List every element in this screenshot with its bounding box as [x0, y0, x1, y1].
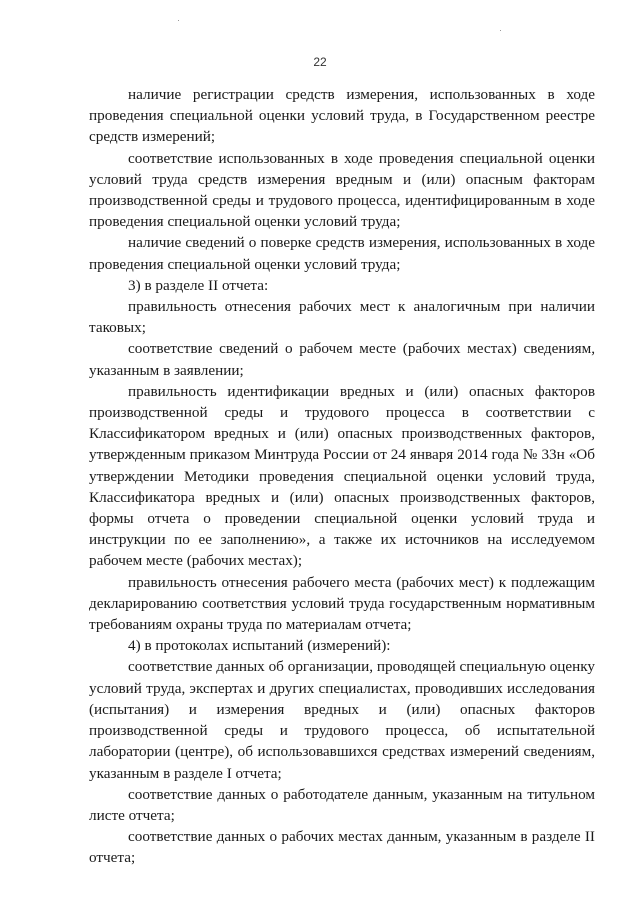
paragraph: наличие регистрации средств измерения, использованных в ходе проведения специальной оценки условий труда, в Государственном реестре средств измерений; [89, 86, 595, 146]
paragraph: правильность отнесения рабочего места (рабочих мест) к подлежащим декларированию соответствия условий труда государственным нормативным требованиям охраны труда по материалам отчета; [89, 573, 595, 634]
paragraph: соответствие данных о работодателе данным, указанным на титульном листе отчета; [89, 785, 595, 824]
section-heading: 4) в протоколах испытаний (измерений): [128, 637, 391, 655]
paragraph: соответствие использованных в ходе проведения специальной оценки условий труда средств измерения вредным и (или) опасным факторам производственной среды и трудового процесса, идентифицированным в ходе проведения специальной оценки условий труда; [89, 149, 595, 231]
document-body [89, 84, 595, 869]
scan-speck [178, 20, 179, 21]
paragraph: соответствие сведений о рабочем месте (рабочих местах) сведениям, указанным в заявлении; [89, 340, 595, 379]
paragraph: соответствие данных об организации, проводящей специальную оценку условий труда, экспертах и других специалистах, проводивших исследования (испытания) и измерения вредных и (или) опасных факторов производственной среды и трудового процесса, об испытательной лаборатории (центре), об использовавшихся средствах измерений сведениям, указанным в разделе I отчета; [89, 658, 595, 782]
scan-speck [500, 30, 501, 31]
section-heading: 3) в разделе II отчета: [128, 276, 269, 294]
paragraph: правильность идентификации вредных и (или) опасных факторов производственной среды и трудового процесса в соответствии с Классификатором вредных и (или) опасных производственных факторов, утвержденным приказом Минтруда России от 24 января 2014 года № 33н «Об утверждении Методики проведения специальной оценки условий труда, Классификатора вредных и (или) опасных производственных факторов, формы отчета о проведении специальной оценки условий труда и инструкции по ее заполнению», а также их источников на исследуемом рабочем месте (рабочих местах); [89, 382, 595, 570]
page-number: 22 [313, 55, 327, 69]
paragraph: соответствие данных о рабочих местах данным, указанным в разделе II отчета; [89, 828, 595, 867]
paragraph: наличие сведений о поверке средств измерения, использованных в ходе проведения специальной оценки условий труда; [89, 234, 595, 273]
paragraph: правильность отнесения рабочих мест к аналогичным при наличии таковых; [89, 298, 595, 337]
